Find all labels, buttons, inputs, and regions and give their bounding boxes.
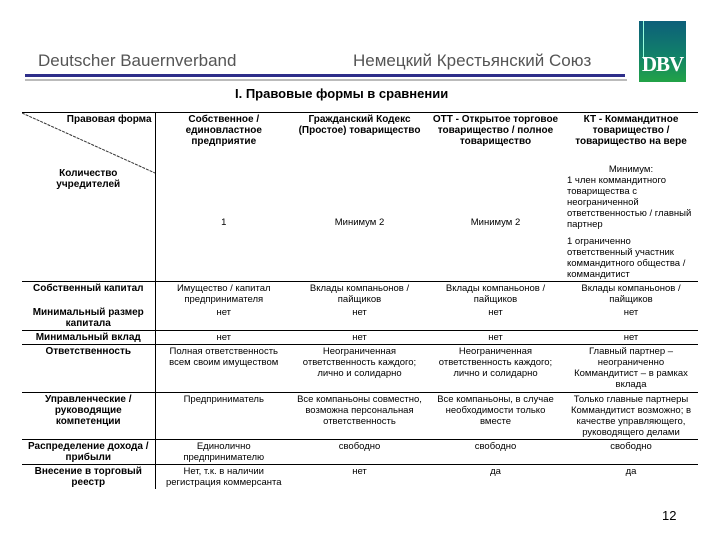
table-row [22, 306, 698, 331]
table-cell: нет [564, 306, 698, 331]
header-left-text: Deutscher Bauernverband [38, 51, 237, 70]
table-cell: свободно [564, 440, 698, 465]
table-cell: Минимум 2 [427, 163, 564, 282]
row-label: Ответственность [22, 345, 155, 393]
table-cell: Нет, т.к. в наличии регистрация коммерсанта [165, 466, 282, 488]
table-cell: свободно [292, 440, 427, 465]
row-label: Распределение дохода / прибыли [22, 440, 155, 465]
table-cell: Вклады компаньонов / пайщиков [581, 283, 681, 305]
corner-bottom-label: Количество учредителей [56, 168, 121, 190]
table-cell: Вклады компаньонов / пайщиков [309, 283, 410, 305]
slide-title: I. Правовые формы в сравнении [235, 86, 449, 101]
table-row [22, 282, 698, 307]
table-cell: свободно [427, 440, 564, 465]
table-cell: Вклады компаньонов / пайщиков [445, 283, 546, 305]
page-number: 12 [662, 508, 677, 523]
table-row [22, 440, 698, 465]
table-cell: Имущество / капитал предпринимателя [176, 283, 271, 305]
table-cell: Все компаньоны совместно, возможна персональная ответственность [292, 393, 427, 440]
table-cell: нет [564, 331, 698, 345]
header-divider [25, 79, 627, 81]
table-row [22, 331, 698, 345]
column-header: КТ - Коммандитное товарищество / товарищество на вере [564, 113, 698, 164]
dbv-logo: DBV [639, 21, 686, 82]
table-cell: Все компаньоны, в случае необходимости только вместе [427, 393, 564, 440]
column-header: ОТТ - Открытое торговое товарищество / полное товарищество [427, 113, 564, 164]
table-cell: Предприниматель [155, 393, 292, 440]
table-cell: Только главные партнеры Коммандитист возможно; в качестве управляющего, руководящего делами [564, 393, 698, 440]
table-cell: Полная ответственность всем своим имуществом [155, 345, 292, 393]
table-cell: Неограниченная ответственность каждого; лично и солидарно [427, 345, 564, 393]
corner-top-label: Правовая форма [66, 114, 152, 125]
table-header-row [22, 113, 698, 164]
column-header: Гражданский Кодекс (Простое) товарищество [292, 113, 427, 164]
header-right-text: Немецкий Крестьянский Союз [353, 51, 592, 70]
table-cell: Главный партнер – неограниченно Коммандитист – в рамках вклада [564, 345, 698, 393]
row-label: Минимальный вклад [22, 331, 155, 345]
table-cell: нет [427, 331, 564, 345]
row-label: Собственный капитал [22, 282, 155, 307]
row-label: Управленческие / руководящие компетенции [22, 393, 155, 440]
table-cell: нет [155, 306, 292, 331]
table-cell: нет [352, 466, 367, 477]
comparison-table [22, 112, 698, 489]
table-row [22, 465, 698, 490]
header-underline [25, 74, 625, 77]
table-cell: Неограниченная ответственность каждого; лично и солидарно [292, 345, 427, 393]
table-cell: нет [292, 331, 427, 345]
column-header: Собственное / единовластное предприятие [155, 113, 292, 164]
table-row [22, 393, 698, 440]
table-cell: нет [292, 306, 427, 331]
row-label: Внесение в торговый реестр [22, 465, 155, 490]
table-cell: Единолично предпринимателю [155, 440, 292, 465]
table-row [22, 345, 698, 393]
table-cell: да [490, 466, 501, 477]
table-cell: 1 [155, 163, 292, 282]
table-cell: нет [155, 331, 292, 345]
table-cell: Минимум 2 [292, 163, 427, 282]
row-label: Минимальный размер капитала [22, 306, 155, 331]
table-cell: да [625, 466, 637, 477]
table-cell: Минимум: 1 член коммандитного товарищества с неограниченной ответственностью / главный партнер 1 ограниченно ответственный участник коммандитного общества / коммандитист [564, 163, 698, 282]
table-cell: нет [427, 306, 564, 331]
